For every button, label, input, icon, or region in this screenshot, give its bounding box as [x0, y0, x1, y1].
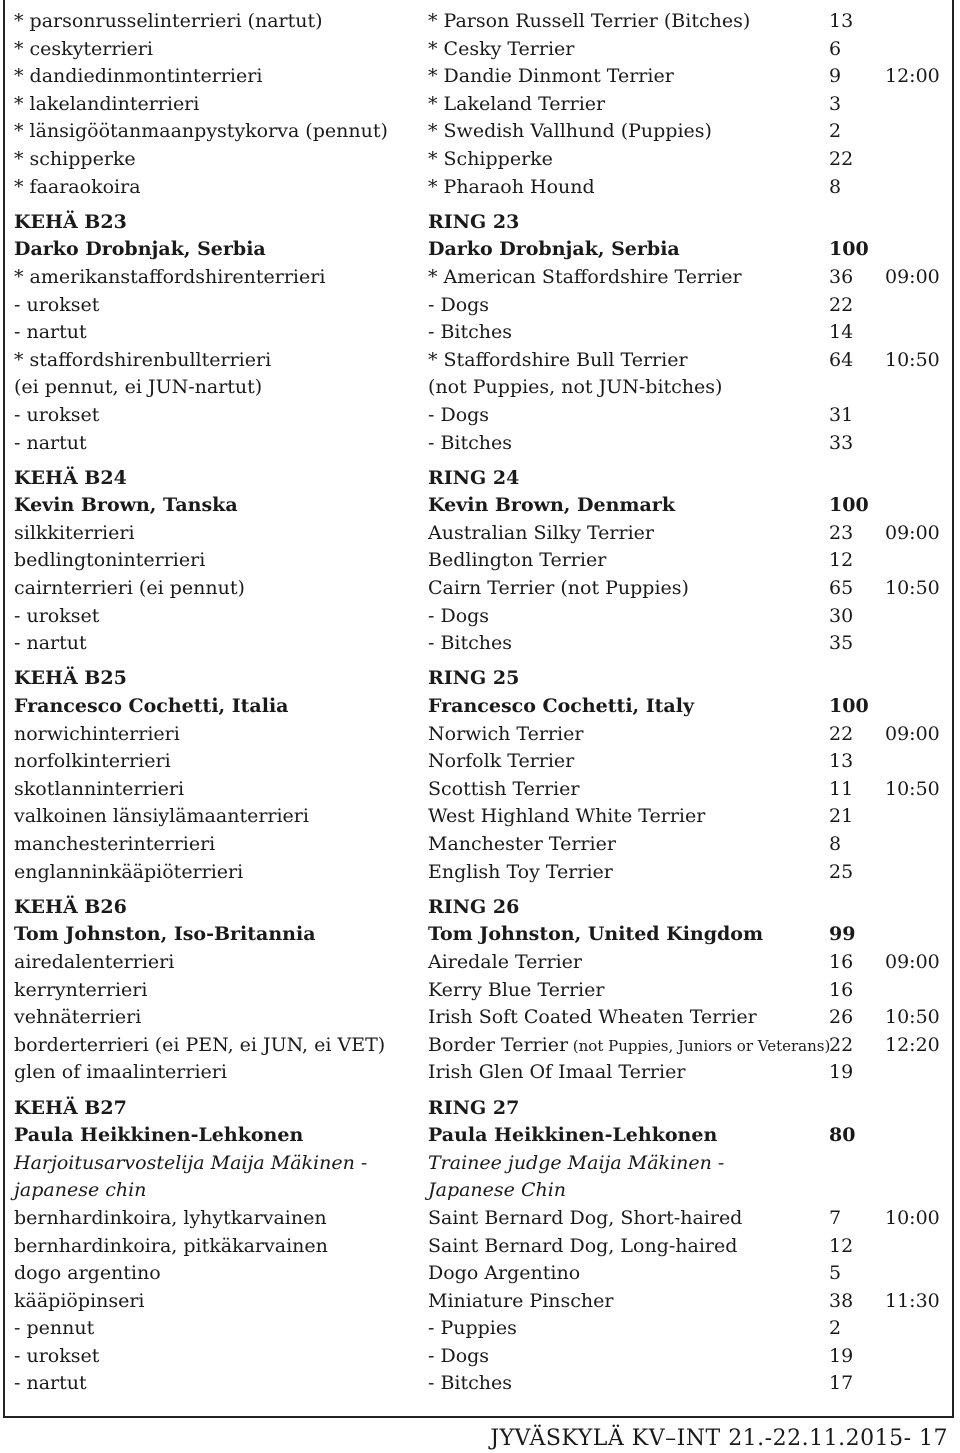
breed-english [428, 1288, 613, 1316]
breed-english [428, 1343, 489, 1371]
breed-english [428, 174, 595, 202]
schedule-row [14, 776, 944, 804]
breed-english [428, 776, 579, 804]
breed-english-label: Cairn Terrier (not Puppies) [428, 577, 689, 600]
breed-finnish: * staffordshirenbullterrieri [14, 348, 272, 371]
breed-english [428, 1370, 512, 1398]
schedule-row [14, 859, 944, 887]
section-heading-row [14, 1095, 944, 1123]
entry-count: 22 [829, 722, 854, 745]
schedule-row [14, 1177, 944, 1205]
schedule-row [14, 1205, 944, 1233]
breed-english-label: * Lakeland Terrier [428, 92, 606, 115]
breed-english [428, 146, 553, 174]
breed-english [428, 803, 705, 831]
breed-english [428, 721, 583, 749]
breed-english-label: - Dogs [428, 293, 490, 316]
start-time: 10:50 [885, 777, 940, 800]
breed-finnish: kerrynterrieri [14, 978, 148, 1001]
schedule-row [14, 1370, 944, 1398]
breed-english-label: Bedlington Terrier [428, 549, 607, 572]
entry-count: 30 [829, 604, 854, 627]
breed-english [428, 465, 519, 493]
schedule-row [14, 1315, 944, 1343]
entry-count: 2 [829, 120, 842, 143]
breed-english [428, 430, 512, 458]
start-time: 10:50 [885, 577, 940, 600]
breed-english-label: - Bitches [428, 1372, 513, 1395]
breed-finnish: - nartut [14, 431, 87, 454]
breed-finnish: * dandiedinmontinterrieri [14, 65, 263, 88]
breed-english-label: * Pharaoh Hound [428, 175, 595, 198]
section-heading-row [14, 1122, 944, 1150]
entry-count: 13 [829, 10, 854, 32]
breed-english [428, 1205, 742, 1233]
breed-finnish: * ceskyterrieri [14, 37, 153, 60]
breed-english-label: * Schipperke [428, 147, 553, 170]
breed-english-label: - Bitches [428, 632, 513, 655]
breed-english-label: Saint Bernard Dog, Long-haired [428, 1234, 738, 1257]
breed-finnish: - nartut [14, 321, 87, 344]
entry-count: 16 [829, 950, 854, 973]
breed-finnish: Francesco Cochetti, Italia [14, 695, 289, 718]
schedule-row [14, 264, 944, 292]
entry-count: 3 [829, 92, 842, 115]
breed-english [428, 547, 606, 575]
breed-english-label: RING 23 [428, 210, 520, 233]
entry-count: 22 [829, 147, 854, 170]
breed-english-label: Miniature Pinscher [428, 1289, 614, 1312]
schedule-row [14, 520, 944, 548]
breed-finnish: norfolkinterrieri [14, 750, 171, 773]
breed-english [428, 8, 750, 36]
schedule-row [14, 1260, 944, 1288]
start-time: 12:00 [885, 65, 940, 88]
start-time: 10:50 [885, 1006, 940, 1029]
entry-count: 7 [829, 1206, 842, 1229]
breed-english-label: Dogo Argentino [428, 1262, 581, 1285]
entry-count: 11 [829, 777, 854, 800]
page-footer: JYVÄSKYLÄ KV–INT 21.-22.11.2015- 17 [490, 1426, 948, 1451]
schedule-row [14, 292, 944, 320]
schedule-row [14, 1343, 944, 1371]
breed-english [428, 630, 512, 658]
breed-english [428, 1122, 717, 1150]
schedule-row [14, 977, 944, 1005]
entry-count: 8 [829, 175, 842, 198]
entry-count: 2 [829, 1317, 842, 1340]
breed-english-label: West Highland White Terrier [428, 805, 706, 828]
entry-count: 19 [829, 1344, 854, 1367]
breed-english [428, 1059, 685, 1087]
breed-english-label: Kevin Brown, Denmark [428, 494, 675, 517]
schedule-row [14, 430, 944, 458]
entry-count: 25 [829, 860, 854, 883]
section-heading-row [14, 665, 944, 693]
breed-finnish: airedalenterrieri [14, 950, 175, 973]
schedule-row [14, 174, 944, 202]
breed-english-label: Norfolk Terrier [428, 750, 575, 773]
start-time: 12:20 [885, 1033, 940, 1056]
breed-english-label: RING 24 [428, 466, 520, 489]
breed-english-label: * American Staffordshire Terrier [428, 265, 742, 288]
breed-finnish: - nartut [14, 1372, 87, 1395]
breed-finnish: Harjoitusarvostelija Maija Mäkinen - [14, 1151, 368, 1174]
breed-finnish: Tom Johnston, Iso-Britannia [14, 923, 316, 946]
breed-finnish: - urokset [14, 1344, 100, 1367]
breed-english [428, 949, 582, 977]
schedule-row [14, 547, 944, 575]
entry-count: 65 [829, 577, 854, 600]
section-heading-row [14, 921, 944, 949]
schedule-row [14, 630, 944, 658]
breed-finnish: KEHÄ B24 [14, 466, 127, 489]
start-time: 10:50 [885, 348, 940, 371]
breed-english-label: * Cesky Terrier [428, 37, 575, 60]
breed-finnish: * faaraokoira [14, 175, 141, 198]
breed-english [428, 236, 680, 264]
breed-english [428, 1150, 724, 1178]
breed-finnish: Kevin Brown, Tanska [14, 494, 238, 517]
breed-english-label: - Dogs [428, 1344, 490, 1367]
schedule-row [14, 146, 944, 174]
breed-english [428, 118, 712, 146]
breed-finnish: - urokset [14, 403, 100, 426]
breed-english-label: Saint Bernard Dog, Short-haired [428, 1206, 743, 1229]
breed-english [428, 1095, 519, 1123]
breed-english [428, 319, 512, 347]
schedule-row [14, 603, 944, 631]
entry-count: 22 [829, 1033, 854, 1056]
breed-english [428, 1233, 737, 1261]
schedule-row [14, 1233, 944, 1261]
breed-english [428, 492, 675, 520]
breed-finnish: bernhardinkoira, lyhytkarvainen [14, 1206, 327, 1229]
breed-english-label: - Dogs [428, 604, 490, 627]
breed-english [428, 1260, 580, 1288]
breed-finnish: * lakelandinterrieri [14, 92, 200, 115]
breed-english-label: Darko Drobnjak, Serbia [428, 238, 680, 261]
breed-english [428, 859, 613, 887]
entry-count: 9 [829, 65, 842, 88]
entry-count: 99 [829, 923, 856, 946]
breed-english [428, 209, 519, 237]
breed-english [428, 748, 574, 776]
schedule-row [14, 374, 944, 402]
section-heading-row [14, 236, 944, 264]
breed-finnish: bedlingtoninterrieri [14, 549, 206, 572]
schedule-row [14, 831, 944, 859]
breed-finnish: Darko Drobnjak, Serbia [14, 238, 266, 261]
breed-english-label: Border Terrier [428, 1033, 569, 1056]
section-heading-row [14, 693, 944, 721]
schedule-row [14, 36, 944, 64]
breed-english [428, 575, 689, 603]
breed-english-label: * Dandie Dinmont Terrier [428, 65, 674, 88]
breed-english-label: * Swedish Vallhund (Puppies) [428, 120, 712, 143]
breed-finnish: KEHÄ B27 [14, 1096, 127, 1119]
breed-english-label: Paula Heikkinen-Lehkonen [428, 1124, 718, 1147]
breed-finnish: KEHÄ B25 [14, 667, 127, 690]
breed-english [428, 831, 616, 859]
start-time: 10:00 [885, 1206, 940, 1229]
schedule-row [14, 319, 944, 347]
breed-finnish: kääpiöpinseri [14, 1289, 145, 1312]
start-time: 11:30 [885, 1289, 940, 1312]
schedule-row [14, 803, 944, 831]
breed-english [428, 603, 489, 631]
breed-finnish: * amerikanstaffordshirenterrieri [14, 265, 326, 288]
schedule-row [14, 63, 944, 91]
entry-count: 38 [829, 1289, 854, 1312]
breed-english-label: Trainee judge Maija Mäkinen - [428, 1151, 725, 1174]
entry-count: 14 [829, 321, 854, 344]
section-heading-row [14, 492, 944, 520]
section-heading-row [14, 894, 944, 922]
schedule-row [14, 91, 944, 119]
breed-english-label: Scottish Terrier [428, 777, 580, 800]
schedule-row [14, 1059, 944, 1087]
breed-english [428, 91, 605, 119]
breed-english [428, 292, 489, 320]
breed-finnish: norwichinterrieri [14, 722, 180, 745]
breed-finnish: bernhardinkoira, pitkäkarvainen [14, 1234, 328, 1257]
breed-english-label: Japanese Chin [428, 1179, 567, 1202]
entry-count: 13 [829, 750, 854, 773]
breed-english [428, 520, 654, 548]
entry-count: 80 [829, 1124, 856, 1147]
entry-count: 16 [829, 978, 854, 1001]
breed-finnish: * parsonrusselinterrieri (nartut) [14, 10, 323, 32]
breed-english [428, 693, 694, 721]
breed-finnish: KEHÄ B26 [14, 895, 127, 918]
breed-english [428, 347, 688, 375]
breed-english-label: Norwich Terrier [428, 722, 584, 745]
breed-english-label: * Staffordshire Bull Terrier [428, 348, 688, 371]
breed-english-label: Irish Soft Coated Wheaten Terrier [428, 1006, 757, 1029]
breed-finnish: skotlanninterrieri [14, 777, 185, 800]
breed-english-label: English Toy Terrier [428, 860, 613, 883]
breed-english [428, 402, 489, 430]
entry-count: 6 [829, 37, 842, 60]
breed-finnish: japanese chin [14, 1179, 147, 1202]
section-heading-row [14, 209, 944, 237]
breed-finnish: - pennut [14, 1317, 95, 1340]
breed-english-label: - Bitches [428, 321, 513, 344]
breed-finnish: - nartut [14, 632, 87, 655]
breed-english-label: - Puppies [428, 1317, 517, 1340]
breed-english [428, 1004, 757, 1032]
breed-english-label: Airedale Terrier [428, 950, 582, 973]
start-time: 09:00 [885, 722, 940, 745]
breed-english-label: Tom Johnston, United Kingdom [428, 923, 764, 946]
schedule-row [14, 1032, 944, 1060]
breed-finnish: englanninkääpiöterrieri [14, 860, 244, 883]
entry-count: 12 [829, 549, 854, 572]
breed-finnish: glen of imaalinterrieri [14, 1061, 227, 1084]
breed-finnish: KEHÄ B23 [14, 210, 127, 233]
start-time: 09:00 [885, 950, 940, 973]
breed-finnish: - urokset [14, 604, 100, 627]
breed-finnish: Paula Heikkinen-Lehkonen [14, 1124, 304, 1147]
breed-english-note: (not Puppies, Juniors or Veterans) [568, 1036, 831, 1055]
entry-count: 33 [829, 431, 854, 454]
start-time: 09:00 [885, 521, 940, 544]
entry-count: 22 [829, 293, 854, 316]
entry-count: 23 [829, 521, 854, 544]
breed-finnish: cairnterrieri (ei pennut) [14, 577, 245, 600]
entry-count: 21 [829, 805, 854, 828]
breed-english [428, 665, 519, 693]
breed-finnish: borderterrieri (ei PEN, ei JUN, ei VET) [14, 1033, 386, 1056]
entry-count: 64 [829, 348, 854, 371]
breed-english-label: Kerry Blue Terrier [428, 978, 605, 1001]
schedule-row [14, 748, 944, 776]
start-time: 09:00 [885, 265, 940, 288]
schedule-row [14, 8, 944, 36]
entry-count: 35 [829, 632, 854, 655]
entry-count: 31 [829, 403, 854, 426]
section-heading-row [14, 465, 944, 493]
breed-finnish: manchesterinterrieri [14, 833, 216, 855]
breed-finnish: vehnäterrieri [14, 1006, 142, 1029]
schedule-row [14, 1004, 944, 1032]
entry-count: 36 [829, 265, 854, 288]
breed-english [428, 63, 674, 91]
entry-count: 26 [829, 1006, 854, 1029]
schedule-row [14, 1288, 944, 1316]
breed-english [428, 921, 763, 949]
breed-english-label: - Bitches [428, 431, 513, 454]
breed-finnish: - urokset [14, 293, 100, 316]
breed-finnish: * länsigöötanmaanpystykorva (pennut) [14, 120, 388, 143]
breed-english [428, 894, 519, 922]
breed-english [428, 36, 574, 64]
breed-english [428, 977, 604, 1005]
breed-finnish: silkkiterrieri [14, 521, 135, 544]
breed-english-label: RING 27 [428, 1096, 520, 1119]
entry-count: 12 [829, 1234, 854, 1257]
entry-count: 100 [829, 695, 869, 718]
breed-english-label: RING 26 [428, 895, 520, 918]
breed-english-label: Australian Silky Terrier [428, 521, 654, 544]
breed-english [428, 1032, 830, 1061]
breed-finnish: (ei pennut, ei JUN-nartut) [14, 376, 263, 399]
schedule-row [14, 1150, 944, 1178]
breed-english-label: RING 25 [428, 667, 520, 690]
breed-english-label: * Parson Russell Terrier (Bitches) [428, 10, 751, 32]
entry-count: 100 [829, 494, 869, 517]
entry-count: 100 [829, 238, 869, 261]
schedule-row [14, 118, 944, 146]
entry-count: 17 [829, 1372, 854, 1395]
breed-english [428, 374, 722, 402]
entry-count: 5 [829, 1262, 842, 1285]
breed-finnish: valkoinen länsiylämaanterrieri [14, 805, 309, 828]
schedule-row [14, 721, 944, 749]
entry-count: 8 [829, 833, 842, 855]
schedule-row [14, 949, 944, 977]
breed-finnish: dogo argentino [14, 1262, 161, 1285]
breed-english [428, 1177, 566, 1205]
breed-english-label: Manchester Terrier [428, 833, 616, 855]
breed-english-label: Francesco Cochetti, Italy [428, 695, 694, 718]
schedule-row [14, 347, 944, 375]
entry-count: 19 [829, 1061, 854, 1084]
breed-finnish: * schipperke [14, 147, 136, 170]
breed-english-label: Irish Glen Of Imaal Terrier [428, 1061, 686, 1084]
schedule-row [14, 575, 944, 603]
schedule-row [14, 402, 944, 430]
schedule-table [14, 8, 944, 1398]
breed-english-label: - Dogs [428, 403, 490, 426]
breed-english [428, 1315, 517, 1343]
breed-english-label: (not Puppies, not JUN-bitches) [428, 376, 723, 399]
breed-english [428, 264, 742, 292]
